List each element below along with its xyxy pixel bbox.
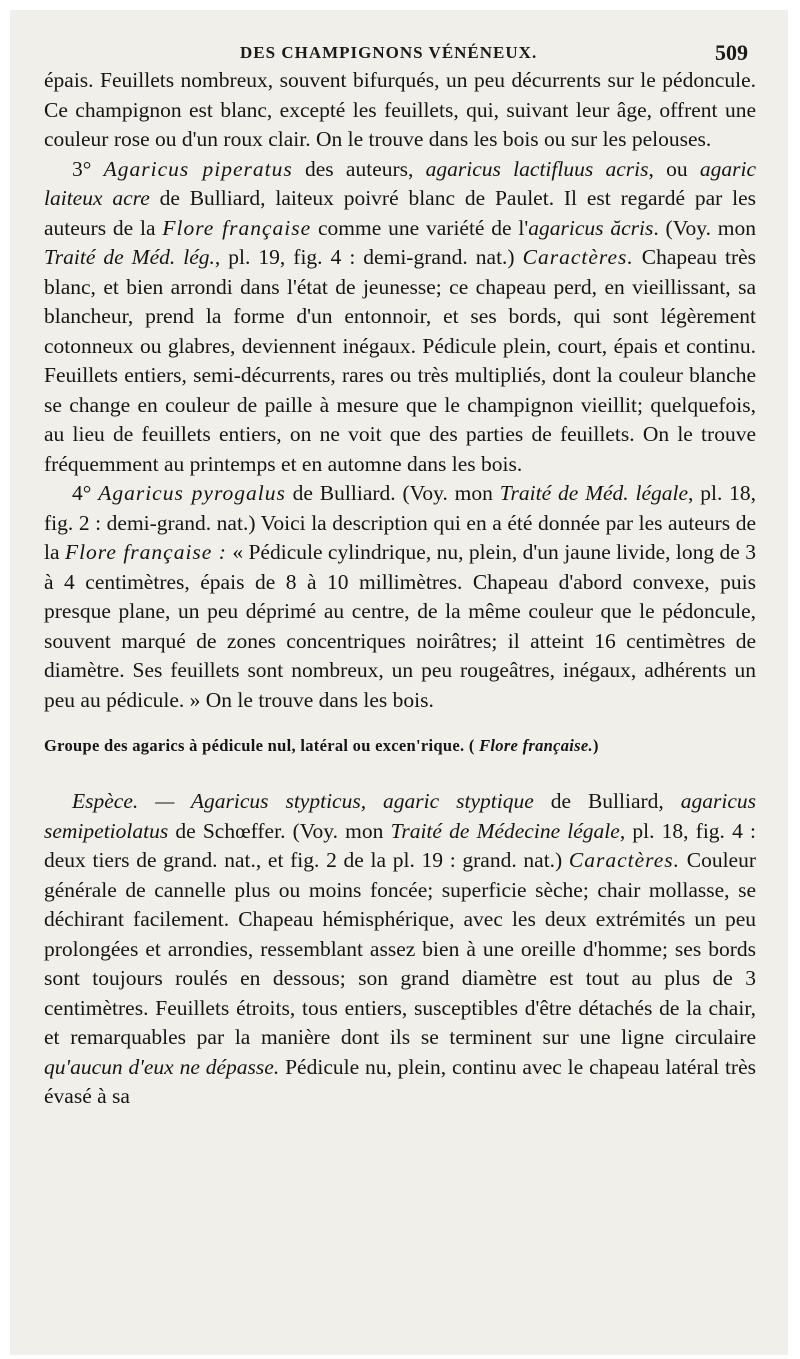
item-number: 4° [72, 481, 92, 505]
emphasis-quote: qu'aucun d'eux ne dépasse. [44, 1054, 280, 1079]
caracteres-label: Caractères. [568, 848, 681, 872]
species-name: Agaricus pyrogalus [98, 481, 286, 505]
book-title-traite: Traité de Médecine légale [390, 818, 620, 843]
paragraph-agaricus-piperatus [44, 155, 756, 480]
synonym: agaricus lactifluus acris [425, 156, 649, 181]
synonym: agaric laiteux acre [44, 156, 757, 210]
book-title-traite: Traité de Méd. lég. [44, 245, 215, 269]
book-title-flore: Flore française. [479, 736, 593, 755]
text-run: de Schœffer. (Voy. mon [168, 818, 391, 843]
synonym: agaricus ăcris [528, 215, 654, 240]
paragraph-1 [44, 66, 756, 155]
body-text [44, 66, 756, 1112]
text-run: de Bulliard, [533, 789, 681, 813]
paragraph-agaricus-stypticus [44, 787, 756, 1112]
text-run: ) [592, 736, 599, 755]
text-run: Couleur générale de cannelle plus ou moins foncée; superficie sèche; chair mollasse, se déchirant facilement. Chapeau hémisphérique, avec les deux extrémités un peu prolongées et arrondies, ressemblant assez bien à une oreille d'homme; ses bords sont toujours roulés en dessous; son grand diamètre est tout au plus de 3 centimètres. Feuillets étroits, tous entiers, susceptibles d'être détachés de la chair, et remarquables par la manière dont ils se terminent sur une ligne circulaire [44, 848, 756, 1049]
group-heading [44, 735, 756, 757]
page-number: 509 [715, 40, 748, 65]
synonym: agaricus semipetiolatus [44, 789, 756, 843]
text-run: . (Voy. mon [653, 215, 756, 240]
running-title: DES CHAMPIGNONS VÉNÉNEUX. [240, 43, 538, 62]
book-title-flore: Flore française [162, 215, 312, 240]
item-number: 3° [72, 156, 92, 181]
book-page [10, 10, 788, 1355]
text-run: , pl. 19, fig. 4 : demi-grand. nat.) [214, 245, 523, 269]
text-run: Chapeau très blanc, et bien arrondi dans l'état de jeunesse; ce chapeau perd, en vieillissant, sa blancheur, prend la forme d'un entonnoir, et ses bords, qui sont légèrement cotonneux ou glabres, deviennent inégaux. Pédicule plein, court, épais et continu. Feuillets entiers, semi-décurrents, rares ou très multipliés, dont la couleur blanche se change en couleur de paille à mesure que le champignon vieillit; quelquefois, au lieu de feuillets entiers, on ne voit que des parties de feuillets. On le trouve fréquemment au printemps et en automne dans les bois. [44, 245, 757, 476]
book-title-flore: Flore française : [64, 540, 227, 564]
text-run: , pl. 18, fig. 4 : deux tiers de grand. nat., et fig. 2 de la pl. 19 : grand. nat.) [44, 818, 756, 872]
text-run: , pl. 18, fig. 2 : demi-grand. nat.) Voici la description qui en a été donnée par les auteurs de la [44, 481, 757, 564]
text-run: de Bulliard, laiteux poivré blanc de Paulet. Il est regardé par les auteurs de la [44, 186, 757, 240]
species-name: Agaricus piperatus [103, 156, 293, 181]
paragraph-agaricus-pyrogalus [44, 479, 756, 715]
espece-heading: Espèce. — Agaricus stypticus, agaric styptique [72, 789, 534, 813]
book-title-traite: Traité de Méd. légale [499, 481, 689, 505]
group-heading-text: Groupe des agarics à pédicule nul, latéral ou excen'rique. ( [44, 736, 475, 755]
p1-text: épais. Feuillets nombreux, souvent bifurqués, un peu décurrents sur le pédoncule. Ce champignon est blanc, excepté les feuillets, qui, suivant leur âge, offrent une couleur rose ou d'un roux clair. On le trouve dans les bois ou sur les pelouses. [44, 68, 756, 151]
text-run: des auteurs, [292, 156, 426, 181]
text-run: comme une variété de l' [311, 215, 529, 240]
text-run: « Pédicule cylindrique, nu, plein, d'un jaune livide, long de 3 à 4 centimètres, épais de 8 à 10 millimètres. Chapeau d'abord convexe, puis presque plane, un peu déprimé au centre, de la même couleur que le pédoncule, souvent marqué de zones concentriques noirâtres; il atteint 16 centimètres de diamètre. Ses feuillets sont nombreux, un peu rougeâtres, inégaux, adhérents un peu au pédicule. » On le trouve dans les bois. [44, 540, 756, 712]
text-run: , ou [648, 156, 700, 181]
text-run: de Bulliard. (Voy. mon [285, 481, 500, 505]
text-run: Pédicule nu, plein, continu avec le chapeau latéral très évasé à sa [44, 1054, 757, 1108]
caracteres-label: Caractères. [522, 245, 634, 269]
